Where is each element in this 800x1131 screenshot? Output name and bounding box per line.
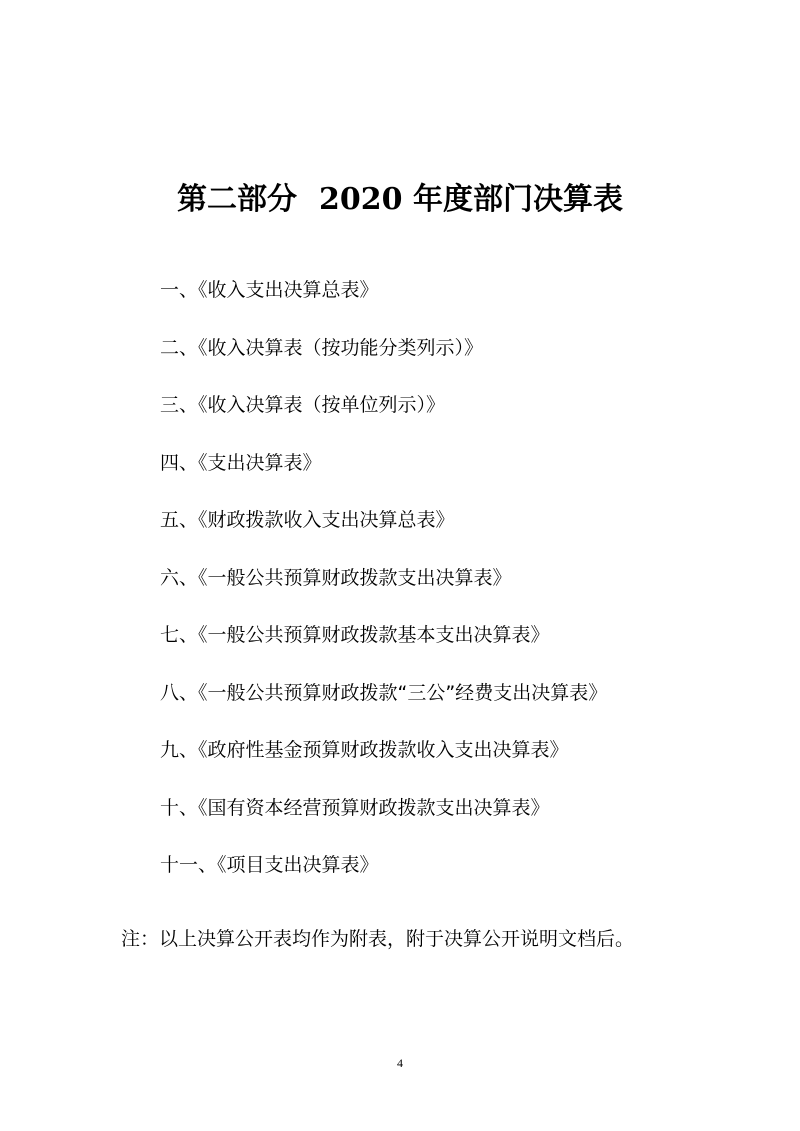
table-list (160, 268, 780, 901)
list-item: 九、《政府性基金预算财政拨款收入支出决算表》 (160, 739, 569, 761)
list-item: 十、《国有资本经营预算财政拨款支出决算表》 (160, 796, 550, 819)
list-item: 六、《一般公共预算财政拨款支出决算表》 (160, 566, 512, 589)
title-part: 第二部分 (177, 182, 298, 218)
title-main: 2020 年度部门决算表 (319, 182, 623, 218)
list-item: 十一、《项目支出决算表》 (160, 854, 379, 876)
list-item: 三、《收入决算表（按单位列示）》 (160, 394, 446, 416)
list-item: 七、《一般公共预算财政拨款基本支出决算表》 (160, 624, 550, 646)
footnote: 注：以上决算公开表均作为附表，附于决算公开说明文档后。 (121, 928, 635, 950)
list-item: 二、《收入决算表（按功能分类列示）》 (160, 336, 484, 359)
list-item: 五、《财政拨款收入支出决算总表》 (160, 509, 455, 531)
list-item: 一、《收入支出决算总表》 (160, 279, 379, 301)
page-title (0, 170, 800, 230)
list-item: 四、《支出决算表》 (160, 451, 322, 474)
page-number: 4 (397, 1056, 403, 1070)
list-item: 八、《一般公共预算财政拨款“三公”经费支出决算表》 (160, 681, 608, 704)
